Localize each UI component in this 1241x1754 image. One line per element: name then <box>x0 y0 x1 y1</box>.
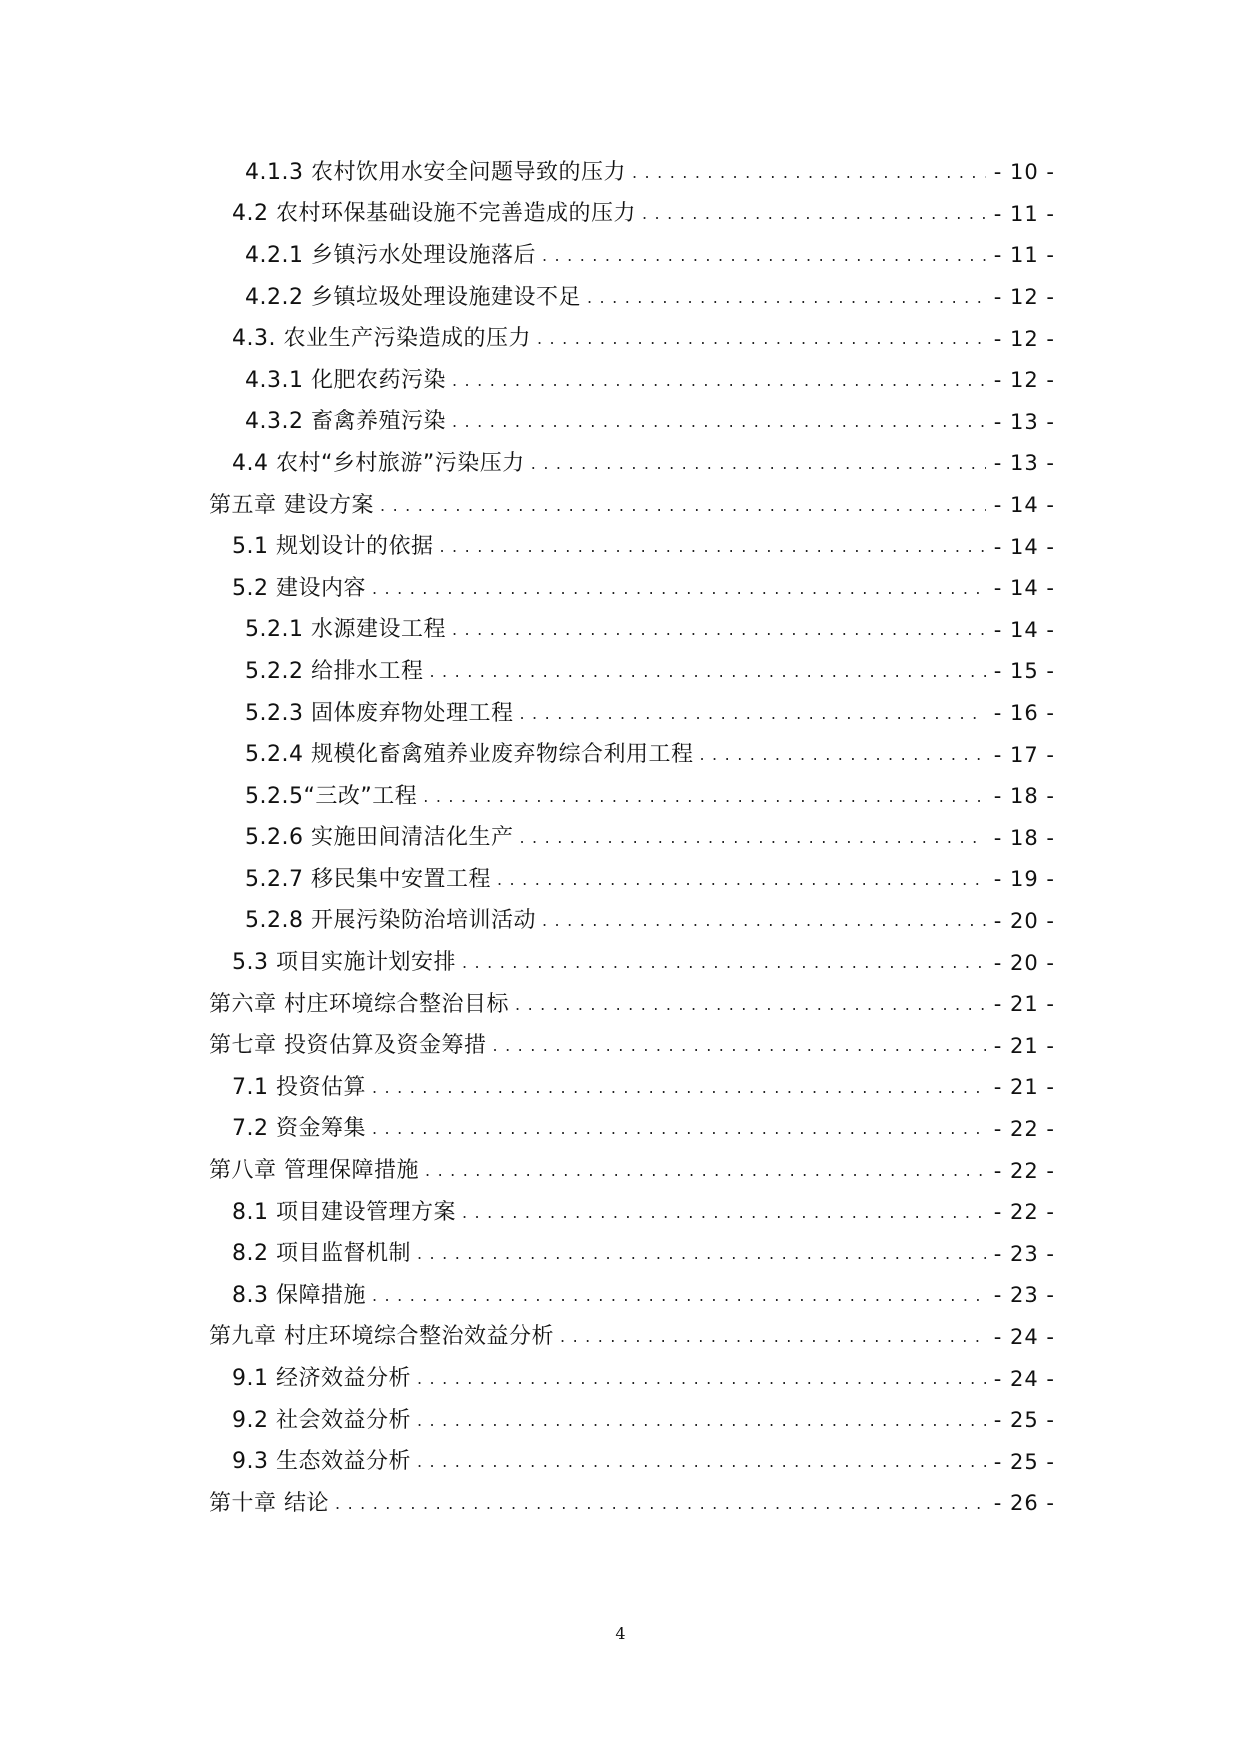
toc-entry-title: 第五章 建设方案 <box>209 492 374 518</box>
toc-entry[interactable] <box>0 360 1241 402</box>
toc-entry-title: 9.3 生态效益分析 <box>232 1449 411 1475</box>
dot-leader <box>380 495 986 517</box>
toc-entry-title: 5.2.2 给排水工程 <box>245 658 424 684</box>
dot-leader <box>372 1118 986 1140</box>
toc-entry[interactable] <box>0 485 1241 527</box>
toc-entry-page: - 12 - <box>993 326 1055 351</box>
toc-entry[interactable] <box>0 859 1241 901</box>
toc-entry-title: 5.2.8 开展污染防治培训活动 <box>245 908 536 934</box>
toc-entry[interactable] <box>0 693 1241 735</box>
toc-entry-title: 4.4 农村“乡村旅游”污染压力 <box>232 450 525 476</box>
toc-entry-title: 9.1 经济效益分析 <box>232 1366 411 1392</box>
toc-entry[interactable] <box>0 610 1241 652</box>
toc-entry[interactable] <box>0 402 1241 444</box>
dot-leader <box>587 287 986 309</box>
toc-entry-title: 第六章 村庄环境综合整治目标 <box>209 991 509 1017</box>
toc-entry-title: 4.3.1 化肥农药污染 <box>245 367 446 393</box>
dot-leader <box>439 536 985 558</box>
dot-leader <box>372 1285 986 1307</box>
toc-entry-page: - 21 - <box>993 992 1055 1017</box>
toc-entry-page: - 24 - <box>993 1366 1055 1391</box>
toc-entry-page: - 21 - <box>993 1033 1055 1058</box>
dot-leader <box>425 1160 986 1182</box>
toc-entry[interactable] <box>0 1275 1241 1317</box>
toc-entry[interactable] <box>0 1317 1241 1359</box>
dot-leader <box>542 245 986 267</box>
toc-entry-title: 4.2 农村环保基础设施不完善造成的压力 <box>232 201 636 227</box>
toc-entry-page: - 14 - <box>993 534 1055 559</box>
toc-entry-title: 5.2.7 移民集中安置工程 <box>245 866 491 892</box>
dot-leader <box>642 203 986 225</box>
toc-entry-title: 5.3 项目实施计划安排 <box>232 950 456 976</box>
toc-entry-page: - 16 - <box>993 701 1055 726</box>
toc-entry-page: - 13 - <box>993 451 1055 476</box>
toc-entry-page: - 13 - <box>993 409 1055 434</box>
toc-entry[interactable] <box>0 1233 1241 1275</box>
toc-entry[interactable] <box>0 1192 1241 1234</box>
toc-entry-page: - 12 - <box>993 285 1055 310</box>
toc-entry[interactable] <box>0 152 1241 194</box>
toc-entry[interactable] <box>0 318 1241 360</box>
toc-entry-page: - 23 - <box>993 1241 1055 1266</box>
toc-entry-page: - 15 - <box>993 659 1055 684</box>
dot-leader <box>462 1202 986 1224</box>
toc-entry[interactable] <box>0 776 1241 818</box>
toc-entry-title: 5.2.6 实施田间清洁化生产 <box>245 825 514 851</box>
toc-entry-title: 4.1.3 农村饮用水安全问题导致的压力 <box>245 159 626 185</box>
toc-entry-page: - 25 - <box>993 1449 1055 1474</box>
dot-leader <box>417 1243 986 1265</box>
toc-entry-page: - 26 - <box>993 1491 1055 1516</box>
table-of-contents <box>0 152 1241 1525</box>
toc-entry-title: 8.2 项目监督机制 <box>232 1241 411 1267</box>
toc-entry-page: - 10 - <box>993 160 1055 185</box>
toc-entry-title: 5.2.4 规模化畜禽殖养业废弃物综合利用工程 <box>245 742 694 768</box>
toc-entry-page: - 18 - <box>993 825 1055 850</box>
toc-entry[interactable] <box>0 1150 1241 1192</box>
toc-entry-page: - 20 - <box>993 950 1055 975</box>
toc-entry-title: 5.2.1 水源建设工程 <box>245 617 446 643</box>
toc-entry[interactable] <box>0 194 1241 236</box>
dot-leader <box>423 786 985 808</box>
dot-leader <box>429 661 985 683</box>
toc-entry-title: 第八章 管理保障措施 <box>209 1158 419 1184</box>
dot-leader <box>335 1493 986 1515</box>
toc-entry-page: - 11 - <box>993 201 1055 226</box>
toc-entry[interactable] <box>0 818 1241 860</box>
toc-entry[interactable] <box>0 1109 1241 1151</box>
toc-entry[interactable] <box>0 1441 1241 1483</box>
toc-entry[interactable] <box>0 235 1241 277</box>
dot-leader <box>537 328 986 350</box>
toc-entry[interactable] <box>0 942 1241 984</box>
dot-leader <box>417 1368 986 1390</box>
dot-leader <box>560 1326 986 1348</box>
toc-entry[interactable] <box>0 1358 1241 1400</box>
toc-entry-page: - 22 - <box>993 1158 1055 1183</box>
dot-leader <box>519 703 985 725</box>
dot-leader <box>417 1451 986 1473</box>
toc-entry-title: 8.3 保障措施 <box>232 1282 366 1308</box>
dot-leader <box>417 1410 986 1432</box>
toc-entry[interactable] <box>0 1067 1241 1109</box>
page-number: 4 <box>615 1624 626 1643</box>
toc-entry-page: - 11 - <box>993 243 1055 268</box>
toc-entry-title: 4.3.2 畜禽养殖污染 <box>245 409 446 435</box>
toc-entry[interactable] <box>0 1025 1241 1067</box>
toc-entry-page: - 23 - <box>993 1283 1055 1308</box>
toc-entry-page: - 14 - <box>993 617 1055 642</box>
toc-entry-page: - 22 - <box>993 1200 1055 1225</box>
toc-entry-title: 7.1 投资估算 <box>232 1074 366 1100</box>
toc-entry-page: - 24 - <box>993 1324 1055 1349</box>
toc-entry-title: 5.2.3 固体废弃物处理工程 <box>245 700 514 726</box>
toc-entry-page: - 12 - <box>993 368 1055 393</box>
toc-entry-title: 8.1 项目建设管理方案 <box>232 1199 456 1225</box>
toc-entry[interactable] <box>0 568 1241 610</box>
toc-entry-page: - 22 - <box>993 1116 1055 1141</box>
dot-leader <box>632 162 986 184</box>
toc-entry[interactable] <box>0 526 1241 568</box>
dot-leader <box>452 619 986 641</box>
toc-entry-title: 第九章 村庄环境综合整治效益分析 <box>209 1324 554 1350</box>
toc-entry[interactable] <box>0 443 1241 485</box>
dot-leader <box>542 910 986 932</box>
toc-entry[interactable] <box>0 1400 1241 1442</box>
dot-leader <box>452 411 986 433</box>
toc-entry[interactable] <box>0 277 1241 319</box>
toc-entry-title: 9.2 社会效益分析 <box>232 1407 411 1433</box>
toc-entry-title: 4.2.2 乡镇垃圾处理设施建设不足 <box>245 284 581 310</box>
toc-entry-title: 第十章 结论 <box>209 1490 329 1516</box>
toc-entry-page: - 25 - <box>993 1408 1055 1433</box>
toc-entry[interactable] <box>0 901 1241 943</box>
toc-entry-page: - 17 - <box>993 742 1055 767</box>
toc-entry[interactable] <box>0 651 1241 693</box>
toc-entry-page: - 14 - <box>993 493 1055 518</box>
dot-leader <box>493 1035 986 1057</box>
toc-entry-title: 5.2 建设内容 <box>232 575 366 601</box>
toc-entry-page: - 21 - <box>993 1075 1055 1100</box>
toc-entry-page: - 18 - <box>993 784 1055 809</box>
toc-entry-title: 4.3. 农业生产污染造成的压力 <box>232 326 531 352</box>
dot-leader <box>497 869 986 891</box>
dot-leader <box>515 994 986 1016</box>
toc-entry[interactable] <box>0 734 1241 776</box>
toc-entry-page: - 20 - <box>993 908 1055 933</box>
dot-leader <box>462 952 986 974</box>
toc-entry[interactable] <box>0 1483 1241 1525</box>
dot-leader <box>372 578 986 600</box>
toc-entry-page: - 14 - <box>993 576 1055 601</box>
dot-leader <box>531 453 986 475</box>
toc-entry[interactable] <box>0 984 1241 1026</box>
toc-entry-title: 4.2.1 乡镇污水处理设施落后 <box>245 242 536 268</box>
dot-leader <box>519 827 985 849</box>
toc-entry-title: 7.2 资金筹集 <box>232 1116 366 1142</box>
toc-entry-title: 5.1 规划设计的依据 <box>232 534 434 560</box>
dot-leader <box>699 744 985 766</box>
toc-entry-title: 5.2.5“三改”工程 <box>245 783 418 809</box>
toc-entry-title: 第七章 投资估算及资金筹措 <box>209 1033 487 1059</box>
dot-leader <box>452 370 986 392</box>
toc-entry-page: - 19 - <box>993 867 1055 892</box>
dot-leader <box>372 1077 986 1099</box>
